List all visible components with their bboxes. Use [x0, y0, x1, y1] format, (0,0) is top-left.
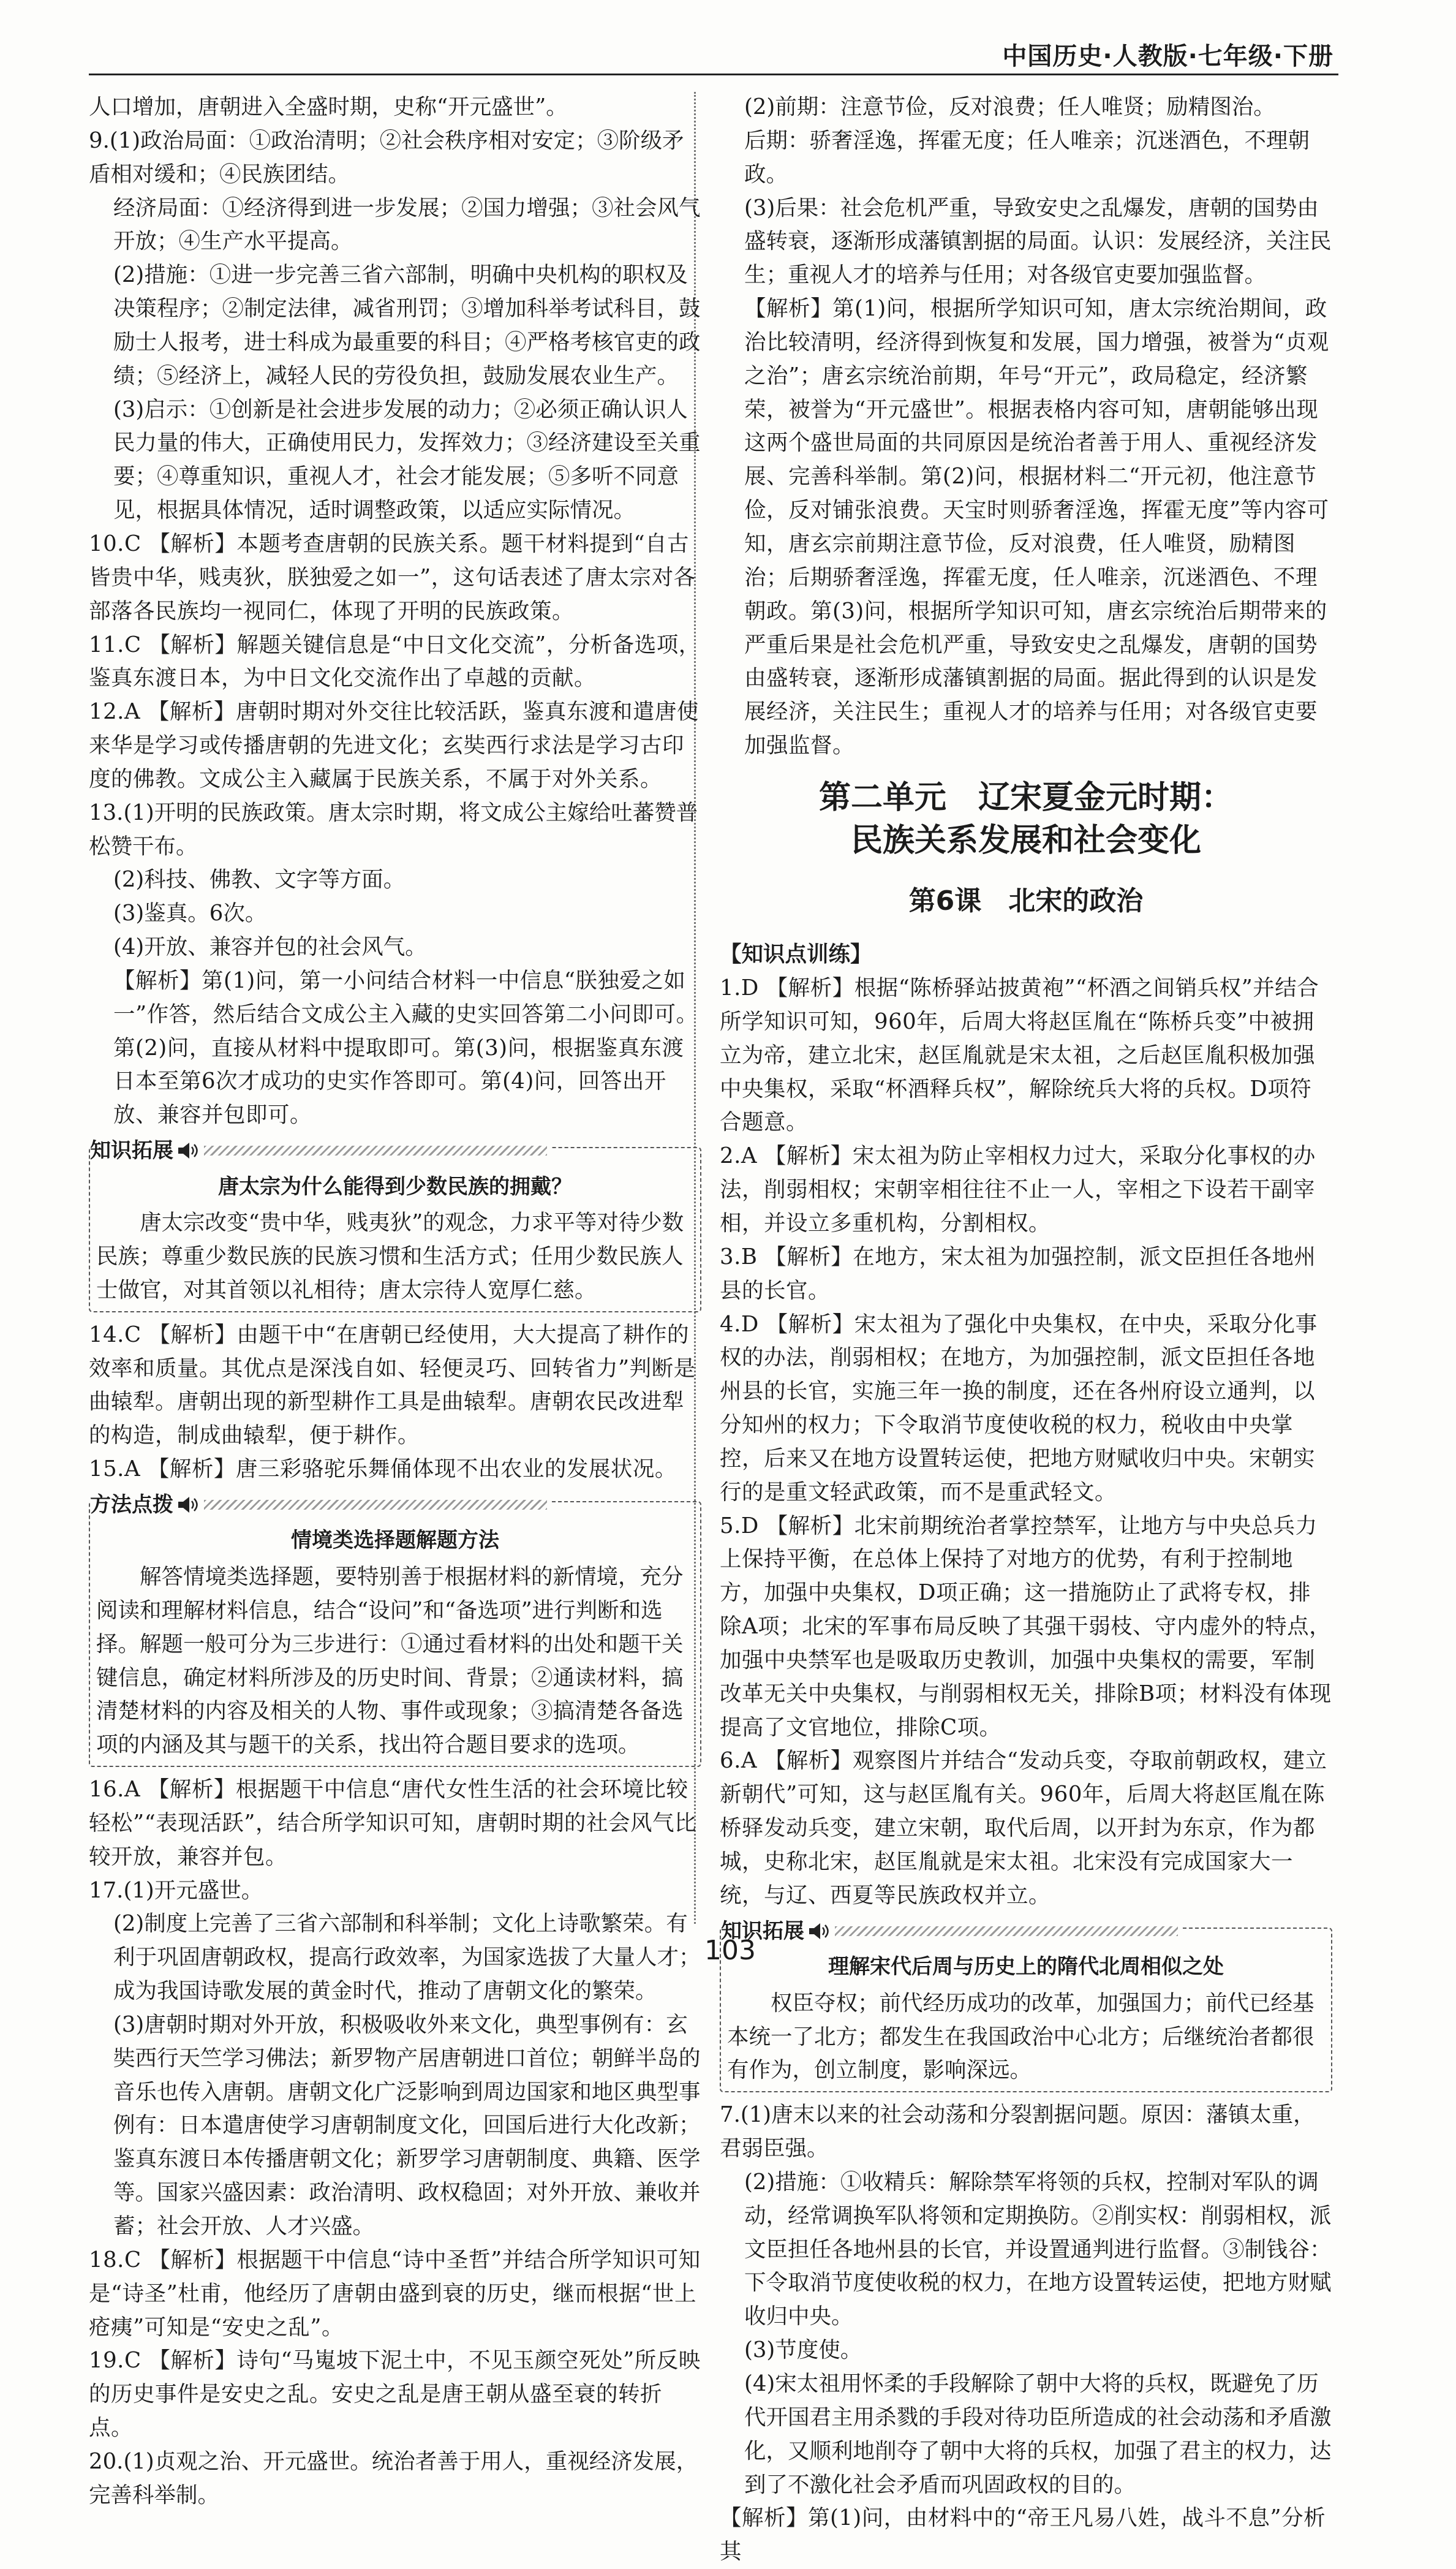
- answer-9-economy: 经济局面：①经济得到进一步发展；②国力增强；③社会风气开放；④生产水平提高。: [113, 195, 701, 254]
- answer-14: 14.C 【解析】由题干中“在唐朝已经使用，大大提高了耕作的效率和质量。其优点是深浅自如、轻便灵巧、回转省力”判断是曲辕犁。唐朝出现的新型耕作工具是曲辕犁。唐朝农民改进犁的构造，制成曲辕犁，便于耕作。: [89, 1322, 696, 1448]
- answer-20: 20.(1)贞观之治、开元盛世。统治者善于用人，重视经济发展，完善科举制。: [89, 2448, 698, 2508]
- box-body: 权臣夺权；前代经历成功的改革，加强国力；前代已经基本统一了北方；都发生在我国政治中心北方；后继统治者都很有作为，创立制度，影响深远。: [727, 1990, 1315, 2083]
- answer-20-2: (2)前期：注意节俭，反对浪费；任人唯贤；励精图治。: [744, 94, 1275, 119]
- answer-13-2: (2)科技、佛教、文字等方面。: [113, 867, 405, 893]
- lesson-title: 第6课 北宋的政治: [908, 885, 1144, 917]
- unit-title-line-2: 民族关系发展和社会变化: [850, 822, 1201, 860]
- box-label: 知识拓展: [721, 1918, 804, 1943]
- unit-title-line-1: 第二单元 辽宋夏金元时期：: [818, 779, 1233, 816]
- answer-9: 9.(1)政治局面：①政治清明；②社会秩序相对安定；③阶级矛盾相对缓和；④民族团结。: [89, 127, 684, 187]
- answer-9-inspiration: (3)启示：①创新是社会进步发展的动力；②必须正确认识人民力量的伟大，正确使用民力，发挥效力；③经济建设至关重要；④尊重知识，重视人才，社会才能发展；⑤多听不同意见，根据具体情况，适时调整政策，以适应实际情况。: [113, 396, 701, 523]
- answer-5: 5.D 【解析】北宋前期统治者掌控禁军，让地方与中央总兵力上保持平衡，在总体上保持了对地方的优势，有利于控制地方，加强中央集权，D项正确；这一措施防止了武将专权，排除A项；北宋的军事布局反映了其强干弱枝、守内虚外的特点，加强中央禁军也是吸取历史教训，加强中央集权的需要，军制改革无关中央集权，与削弱相权无关，排除B项；材料没有体现提高了文官地位，排除C项。: [720, 1513, 1332, 1740]
- section-label: 【知识点训练】: [720, 942, 872, 967]
- knowledge-box-1: [89, 1138, 701, 1312]
- answer-10: 10.C 【解析】本题考查唐朝的民族关系。题干材料提到“自古皆贵中华，贱夷狄，朕独爱之如一”，这句话表述了唐太宗对各部落各民族均一视同仁，体现了开明的民族政策。: [89, 531, 696, 624]
- box-title: 情境类选择题解题方法: [291, 1528, 499, 1553]
- box-title: 理解宋代后周与历史上的隋代北周相似之处: [828, 1954, 1224, 1980]
- box-body: 唐太宗改变“贵中华，贱夷狄”的观念，力求平等对待少数民族；尊重少数民族的民族习惯和生活方式；任用少数民族人士做官，对其首领以礼相待；唐太宗待人宽厚仁慈。: [96, 1210, 684, 1303]
- unit-title: [720, 776, 1332, 862]
- answer-2: 2.A 【解析】宋太祖为防止宰相权力过大，采取分化事权的办法，削弱相权；宋朝宰相往往不止一人，宰相之下设若干副宰相，并设立多重机构，分割相权。: [720, 1143, 1316, 1236]
- answer-3: 3.B 【解析】在地方，宋太祖为加强控制，派文臣担任各地州县的长官。: [720, 1244, 1316, 1303]
- answer-11: 11.C 【解析】解题关键信息是“中日文化交流”，分析备选项，鉴真东渡日本，为中日文化交流作出了卓越的贡献。: [89, 632, 701, 691]
- box-label: 方法点拨: [90, 1492, 173, 1517]
- answer-text: 人口增加，唐朝进入全盛时期，史称“开元盛世”。: [89, 94, 568, 119]
- answer-1: 1.D 【解析】根据“陈桥驿站披黄袍”“杯酒之间销兵权”并结合所学知识可知，960年，后周大将赵匡胤在“陈桥兵变”中被拥立为帝，建立北宋，赵匡胤就是宋太祖，之后赵匡胤积极加强中央集权，采取“杯酒释兵权”，解除统兵大将的兵权。D项符合题意。: [720, 975, 1319, 1135]
- hatch-decoration: [204, 1500, 547, 1510]
- answer-7-4: (4)宋太祖用怀柔的手段解除了朝中大将的兵权，既避免了历代开国君主用杀戮的手段对待功臣所造成的社会动荡和矛盾激化，又顺利地削夺了朝中大将的兵权，加强了君主的权力，达到了不激化社会矛盾而巩固政权的目的。: [744, 2371, 1332, 2497]
- answer-13-4: (4)开放、兼容并包的社会风气。: [113, 934, 427, 960]
- answer-6: 6.A 【解析】观察图片并结合“发动兵变，夺取前朝政权，建立新朝代”可知，这与赵匡胤有关。960年，后周大将赵匡胤在陈桥驿发动兵变，建立宋朝，取代后周，以开封为东京，作为都城，史称北宋，赵匡胤就是宋太祖。北宋没有完成国家大一统，与辽、西夏等民族政权并立。: [720, 1748, 1327, 1908]
- answer-13: 13.(1)开明的民族政策。唐太宗时期，将文成公主嫁给吐蕃赞普松赞干布。: [89, 800, 698, 859]
- box-title: 唐太宗为什么能得到少数民族的拥戴？: [218, 1174, 572, 1199]
- left-column: [89, 91, 701, 2513]
- header-rule: [89, 74, 1338, 75]
- answer-19: 19.C 【解析】诗句“马嵬坡下泥土中，不见玉颜空死处”所反映的历史事件是安史之乱。安史之乱是唐王朝从盛至衰的转折点。: [89, 2348, 701, 2441]
- answer-17-3: (3)唐朝时期对外开放，积极吸收外来文化，典型事例有：玄奘西行天竺学习佛法；新罗物产居唐朝进口首位；朝鲜半岛的音乐也传入唐朝。唐朝文化广泛影响到周边国家和地区典型事例有：日本遣唐使学习唐朝制度文化，回国后进行大化改新；鉴真东渡日本传播唐朝文化；新罗学习唐朝制度、典籍、医学等。国家兴盛因素：政治清明、政权稳固；对外开放、兼收并蓄；社会开放、人才兴盛。: [113, 2011, 701, 2239]
- answer-7: 7.(1)唐末以来的社会动荡和分裂割据问题。原因：藩镇太重，君弱臣强。: [720, 2102, 1315, 2162]
- answer-7-3: (3)节度使。: [744, 2337, 862, 2363]
- hatch-decoration: [835, 1926, 1178, 1936]
- page-header: 中国历史·人教版·七年级·下册: [1002, 42, 1333, 70]
- answer-7-analysis: 【解析】第(1)问，由材料中的“帝王凡易八姓，战斗不息”分析其: [720, 2505, 1326, 2565]
- answer-16: 16.A 【解析】根据题干中信息“唐代女性生活的社会环境比较轻松”“表现活跃”，结合所学知识可知，唐朝时期的社会风气比较开放，兼容并包。: [89, 1777, 696, 1869]
- right-column: [720, 91, 1332, 2569]
- knowledge-box-2: [720, 1918, 1332, 2093]
- box-label: 知识拓展: [90, 1138, 173, 1163]
- answer-13-3: (3)鉴真。6次。: [113, 901, 267, 926]
- speaker-icon: [808, 1922, 830, 1940]
- speaker-icon: [177, 1496, 199, 1514]
- answer-9-measures: (2)措施：①进一步完善三省六部制，明确中央机构的职权及决策程序；②制定法律，减省刑罚；③增加科举考试科目，鼓励士人报考，进士科成为最重要的科目；④严格考核官吏的政绩；⑤经济上，减轻人民的劳役负担，鼓励发展农业生产。: [113, 262, 701, 388]
- answer-20-analysis: 【解析】第(1)问，根据所学知识可知，唐太宗统治期间，政治比较清明，经济得到恢复和发展，国力增强，被誉为“贞观之治”；唐玄宗统治前期，年号“开元”，政局稳定，经济繁荣，被誉为“开元盛世”。根据表格内容可知，唐朝能够出现这两个盛世局面的共同原因是统治者善于用人、重视经济发展、完善科举制。第(2)问，根据材料二“开元初，他注意节俭，反对铺张浪费。天宝时则骄奢淫逸，挥霍无度”等内容可知，唐玄宗前期注意节俭，反对浪费，任人唯贤，励精图治；后期骄奢淫逸，挥霍无度，任人唯亲，沉迷酒色、不理朝政。第(3)问，根据所学知识可知，唐玄宗统治后期带来的严重后果是社会危机严重，导致安史之乱爆发，唐朝的国势由盛转衰，逐渐形成藩镇割据的局面。据此得到的认识是发展经济，关注民生；重视人才的培养与任用；对各级官吏要加强监督。: [744, 296, 1329, 759]
- answer-12: 12.A 【解析】唐朝时期对外交往比较活跃，鉴真东渡和遣唐使来华是学习或传播唐朝的先进文化；玄奘西行求法是学习古印度的佛教。文成公主入藏属于民族关系，不属于对外关系。: [89, 699, 699, 792]
- answer-13-analysis: 【解析】第(1)问，第一小问结合材料一中信息“朕独爱之如一”作答，然后结合文成公主入藏的史实回答第二小问即可。第(2)问，直接从材料中提取即可。第(3)问，根据鉴真东渡日本至第6次才成功的史实作答即可。第(4)问，回答出开放、兼容并包即可。: [113, 967, 698, 1128]
- answer-17: 17.(1)开元盛世。: [89, 1877, 263, 1903]
- answer-18: 18.C 【解析】根据题干中信息“诗中圣哲”并结合所学知识可知是“诗圣”杜甫，他经历了唐朝由盛到衰的历史，继而根据“世上疮痍”可知是“安史之乱”。: [89, 2247, 701, 2340]
- answer-17-2: (2)制度上完善了三省六部制和科举制；文化上诗歌繁荣。有利于巩固唐朝政权，提高行政效率，为国家选拔了大量人才；成为我国诗歌发展的黄金时代，推动了唐朝文化的繁荣。: [113, 1911, 701, 2004]
- answer-4: 4.D 【解析】宋太祖为了强化中央集权，在中央，采取分化事权的办法，削弱相权；在地方，为加强控制，派文臣担任各地州县的长官，实施三年一换的制度，还在各州府设立通判，以分知州的权力；下令取消节度使收税的权力，税收由中央掌控，后来又在地方设置转运使，把地方财赋收归中央。宋朝实行的是重文轻武政策，而不是重武轻文。: [720, 1311, 1318, 1505]
- speaker-icon: [177, 1141, 199, 1160]
- box-body: 解答情境类选择题，要特别善于根据材料的新情境，充分阅读和理解材料信息，结合“设问”和“备选项”进行判断和选择。解题一般可分为三步进行：①通过看材料的出处和题干关键信息，确定材料所涉及的历史时间、背景；②通读材料，搞清楚材料的内容及相关的人物、事件或现象；③搞清楚各备选项的内涵及其与题干的关系，找出符合题目要求的选项。: [96, 1564, 684, 1758]
- answer-20-2-later: 后期：骄奢淫逸，挥霍无度；任人唯亲；沉迷酒色，不理朝政。: [744, 127, 1310, 187]
- page-number: 103: [704, 1935, 756, 1966]
- answer-7-2: (2)措施：①收精兵：解除禁军将领的兵权，控制对军队的调动，经常调换军队将领和定期换防。②削实权：削弱相权，派文臣担任各地州县的长官，并设置通判进行监督。③制钱谷：下令取消节度使收税的权力，在地方设置转运使，把地方财赋收归中央。: [744, 2169, 1332, 2329]
- answer-20-3: (3)后果：社会危机严重，导致安史之乱爆发，唐朝的国势由盛转衰，逐渐形成藩镇割据的局面。认识：发展经济，关注民生；重视人才的培养与任用；对各级官吏要加强监督。: [744, 195, 1332, 288]
- answer-15: 15.A 【解析】唐三彩骆驼乐舞俑体现不出农业的发展状况。: [89, 1456, 677, 1482]
- hatch-decoration: [204, 1146, 547, 1156]
- method-box: [89, 1492, 701, 1767]
